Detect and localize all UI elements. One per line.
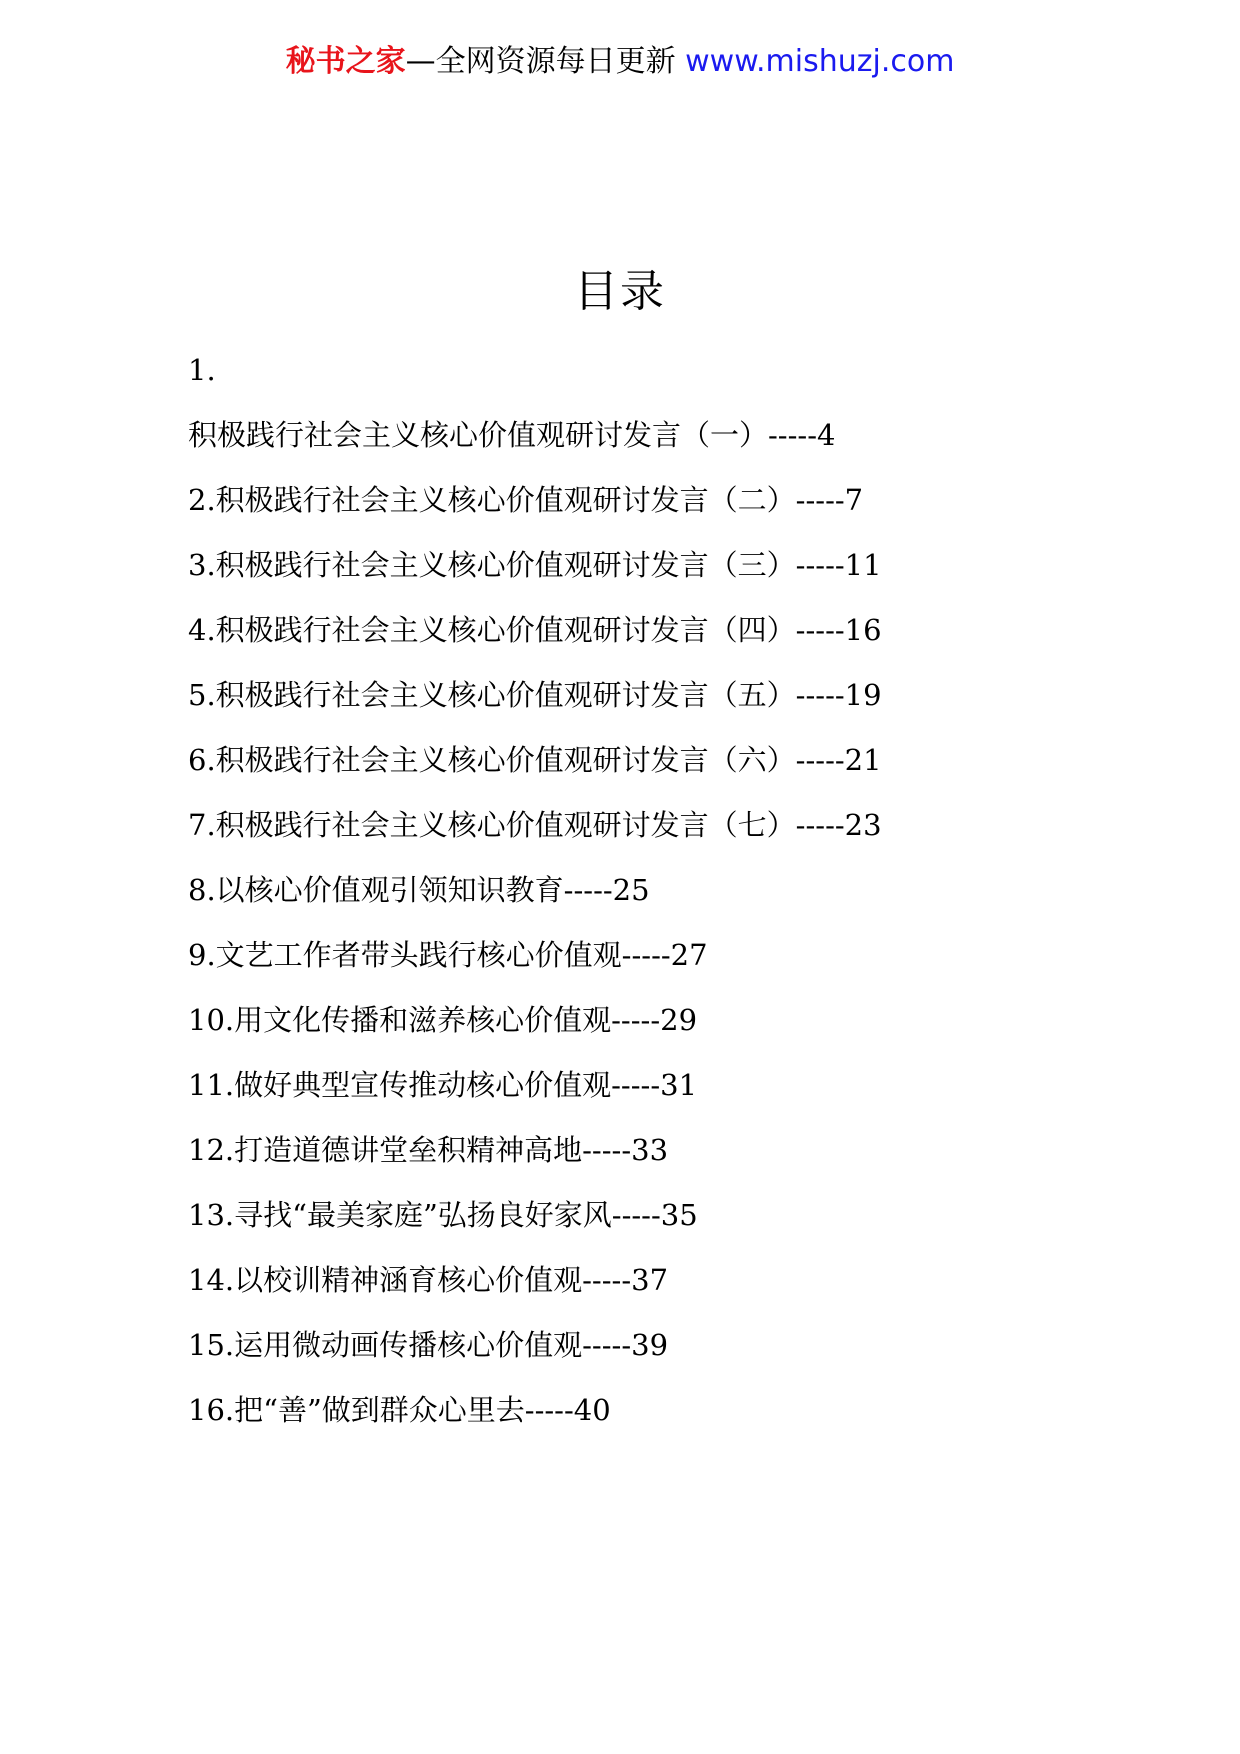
toc-entry: 16.把“善”做到群众心里去-----40 (188, 1393, 611, 1427)
page-title: 目录 (574, 266, 666, 317)
toc-entry: 13.寻找“最美家庭”弘扬良好家风-----35 (188, 1198, 698, 1232)
toc-entry: 15.运用微动画传播核心价值观-----39 (188, 1328, 669, 1362)
toc-entry: 11.做好典型宣传推动核心价值观-----31 (188, 1068, 698, 1102)
site-slogan: —全网资源每日更新 (405, 44, 686, 79)
toc-entry: 积极践行社会主义核心价值观研讨发言（一）-----4 (188, 418, 836, 452)
toc-entry: 1. (188, 353, 216, 387)
toc-entry: 9.文艺工作者带头践行核心价值观-----27 (188, 938, 708, 972)
toc-entry: 8.以核心价值观引领知识教育-----25 (188, 873, 650, 907)
toc-entry: 10.用文化传播和滋养核心价值观-----29 (188, 1003, 698, 1037)
toc-entry: 3.积极践行社会主义核心价值观研讨发言（三）-----11 (188, 548, 882, 582)
table-of-contents (188, 338, 1068, 1443)
toc-entry: 7.积极践行社会主义核心价值观研讨发言（七）-----23 (188, 808, 882, 842)
toc-entry: 6.积极践行社会主义核心价值观研讨发言（六）-----21 (188, 743, 882, 777)
toc-entry: 2.积极践行社会主义核心价值观研讨发言（二）-----7 (188, 483, 864, 517)
toc-entry: 12.打造道德讲堂垒积精神高地-----33 (188, 1133, 669, 1167)
site-header (0, 42, 1240, 82)
site-url-link[interactable]: www.mishuzj.com (685, 44, 955, 79)
toc-entry: 5.积极践行社会主义核心价值观研讨发言（五）-----19 (188, 678, 882, 712)
toc-entry: 4.积极践行社会主义核心价值观研讨发言（四）-----16 (188, 613, 882, 647)
toc-entry: 14.以校训精神涵育核心价值观-----37 (188, 1263, 669, 1297)
site-brand: 秘书之家 (285, 44, 406, 79)
